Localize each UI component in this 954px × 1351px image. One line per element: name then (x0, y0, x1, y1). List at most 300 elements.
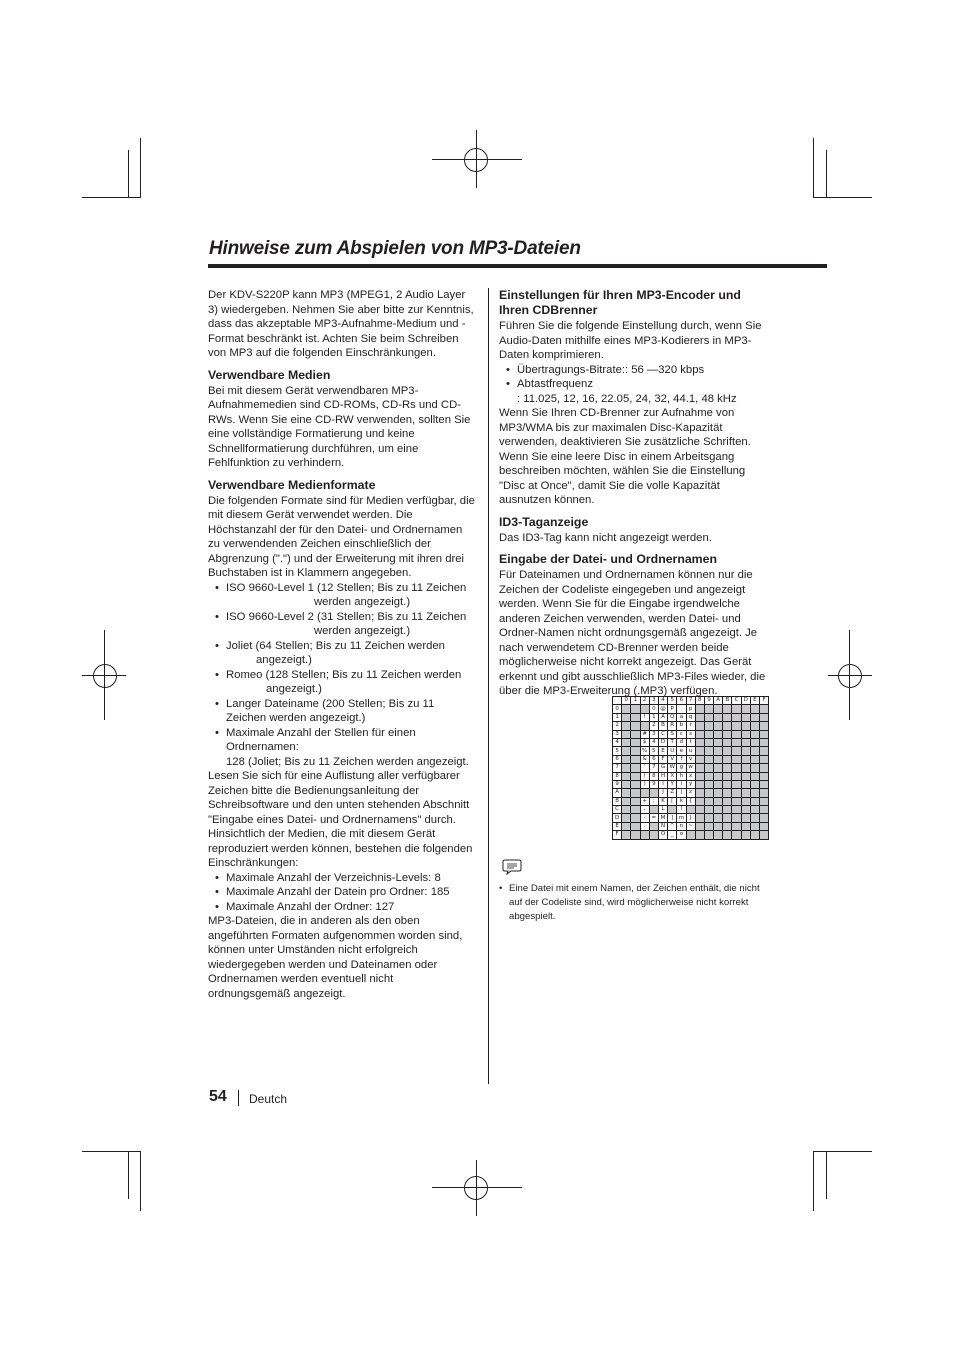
table-cell: j (677, 789, 686, 797)
table-cell: 2 (649, 722, 658, 730)
page-number: 54 (209, 1088, 227, 1105)
table-cell (750, 764, 759, 772)
table-cell (704, 764, 713, 772)
registration-mark-icon (93, 664, 117, 688)
table-cell: M (658, 814, 667, 822)
table-cell (631, 789, 640, 797)
table-cell (760, 831, 769, 839)
table-cell: E (613, 822, 622, 830)
table-cell (631, 780, 640, 788)
table-cell (750, 806, 759, 814)
table-cell: g (677, 764, 686, 772)
table-cell (714, 814, 723, 822)
table-cell: m (678, 814, 685, 821)
table-cell (704, 755, 713, 763)
encoder-heading: Einstellungen für Ihren MP3-Encoder und Ihren CDBrenner (499, 288, 741, 317)
table-cell: ! (640, 713, 649, 721)
table-cell (622, 831, 631, 839)
table-cell (695, 713, 704, 721)
table-header-cell: B (723, 697, 732, 705)
list-item: • Maximale Anzahl der Verzeichnis-Levels: 8 (208, 871, 476, 886)
table-cell: w (686, 764, 695, 772)
table-cell (714, 806, 723, 814)
table-cell (723, 789, 732, 797)
table-cell (622, 747, 631, 755)
table-header-cell: 4 (658, 697, 667, 705)
table-cell (732, 831, 741, 839)
table-cell (649, 831, 658, 839)
table-cell (732, 780, 741, 788)
table-cell (714, 822, 723, 830)
table-cell: P (668, 705, 677, 713)
table-cell (741, 722, 750, 730)
table-cell: R (668, 722, 677, 730)
table-cell: l (677, 806, 686, 814)
table-cell (714, 780, 723, 788)
table-cell (704, 722, 713, 730)
table-cell (695, 722, 704, 730)
table-cell (631, 814, 640, 822)
table-cell (640, 789, 649, 797)
table-cell (695, 730, 704, 738)
right-column (499, 288, 774, 699)
table-cell: $ (640, 738, 649, 746)
table-cell: O (658, 831, 667, 839)
table-cell: f (677, 755, 686, 763)
table-cell (750, 831, 759, 839)
table-cell (649, 789, 658, 797)
table-cell: e (677, 747, 686, 755)
table-cell: ^ (668, 822, 677, 830)
table-cell (631, 822, 640, 830)
registration-line (828, 675, 872, 676)
table-cell (704, 789, 713, 797)
table-cell (622, 755, 631, 763)
table-cell (714, 797, 723, 805)
table-cell: + (640, 797, 649, 805)
registration-line (476, 130, 477, 188)
table-cell: B (658, 722, 667, 730)
table-row (613, 806, 769, 814)
table-header-cell (613, 697, 622, 705)
crop-mark (826, 150, 827, 198)
table-cell (714, 713, 723, 721)
table-cell: E (658, 747, 667, 755)
table-cell (704, 814, 713, 822)
table-cell (750, 705, 759, 713)
table-cell (631, 764, 640, 772)
table-cell (714, 705, 723, 713)
crop-mark (813, 197, 872, 198)
table-cell: D (613, 814, 622, 822)
table-cell (686, 831, 695, 839)
table-cell (760, 705, 769, 713)
crop-mark (140, 1151, 141, 1211)
table-cell (695, 705, 704, 713)
table-cell: ( (640, 772, 649, 780)
left-column (208, 288, 476, 1001)
list-item: • Romeo (128 Stellen; Bis zu 11 Zeichen werden angezeigt.) (208, 668, 476, 697)
table-cell (741, 764, 750, 772)
table-cell (714, 764, 723, 772)
list-item: • ISO 9660-Level 1 (12 Stellen; Bis zu 11 Zeichen werden angezeigt.) (208, 581, 476, 610)
footer-language: Deutch (249, 1092, 288, 1106)
registration-line (476, 1160, 477, 1216)
table-cell: ; (649, 797, 658, 805)
table-cell: W (669, 764, 675, 771)
table-cell (622, 780, 631, 788)
table-cell (622, 806, 631, 814)
table-cell: 9 (613, 780, 622, 788)
table-cell: 4 (613, 738, 622, 746)
encoder-list (499, 363, 774, 392)
table-cell: b (677, 722, 686, 730)
table-cell (714, 772, 723, 780)
table-header-cell: 2 (640, 697, 649, 705)
table-cell: o (677, 831, 686, 839)
list-item: • Langer Dateiname (200 Stellen; Bis zu 11 Zeichen werden angezeigt.) (208, 697, 476, 726)
table-cell: , (640, 806, 649, 814)
table-cell: z (686, 789, 695, 797)
table-cell: ) (640, 780, 649, 788)
frequency-values: : 11.025, 12, 16, 22.05, 24, 32, 44.1, 48 kHz (517, 392, 737, 405)
table-cell (723, 831, 732, 839)
table-cell: Z (668, 789, 677, 797)
table-cell (750, 747, 759, 755)
table-cell: X (668, 772, 677, 780)
table-cell: 8 (649, 772, 658, 780)
table-cell (741, 797, 750, 805)
crop-mark (826, 1151, 827, 1199)
table-cell (622, 797, 631, 805)
table-cell (741, 747, 750, 755)
table-cell (760, 722, 769, 730)
table-cell (622, 772, 631, 780)
table-cell (695, 831, 704, 839)
table-cell (631, 831, 640, 839)
crop-mark (813, 1151, 814, 1211)
table-header-cell: 3 (649, 697, 658, 705)
list-item: • ISO 9660-Level 2 (31 Stellen; Bis zu 11 Zeichen werden angezeigt.) (208, 610, 476, 639)
table-cell: 1 (649, 713, 658, 721)
closing-paragraph: MP3-Dateien, die in anderen als den oben angeführten Formaten aufgenommen worden sind, können unter Umständen nicht erfolgreich wiedergegeben werden und Dateinamen oder Ordnernamen werden eventuell nicht ordnungsgemäß angezeigt. (208, 915, 463, 1000)
list-item: • Joliet (64 Stellen; Bis zu 11 Zeichen werden angezeigt.) (208, 639, 476, 668)
table-cell (677, 705, 686, 713)
table-cell (750, 780, 759, 788)
encoder-paragraph: Führen Sie die folgende Einstellung durch, wenn Sie Audio-Daten mithilfe eines MP3-Kodierers in MP3-Daten komprimieren. (499, 320, 762, 361)
table-cell (631, 713, 640, 721)
table-row (613, 772, 769, 780)
table-cell: G (658, 764, 667, 772)
table-cell: i (677, 780, 686, 788)
character-code-table (612, 696, 769, 840)
registration-line (432, 1187, 522, 1188)
table-cell (732, 705, 741, 713)
table-cell: c (677, 730, 686, 738)
table-cell (741, 822, 750, 830)
table-cell: [ (668, 797, 677, 805)
limits-list (208, 871, 476, 915)
table-cell (741, 814, 750, 822)
table-cell (704, 780, 713, 788)
further-paragraph: Lesen Sie sich für eine Auflistung aller verfügbarer Zeichen bitte die Bedienungsanleitung der Schreibsoftware und den unten stehenden Abschnitt "Eingabe eines Datei- und Ordnernamens" durch. Hinsichtlich der Medien, die mit diesem Gerät reproduziert werden können, bestehen die folgenden Einschränkungen: (208, 770, 473, 869)
table-cell: B (613, 797, 622, 805)
table-cell (704, 831, 713, 839)
table-cell (741, 713, 750, 721)
table-cell (732, 772, 741, 780)
table-cell: u (686, 747, 695, 755)
names-heading: Eingabe der Datei- und Ordnernamen (499, 552, 717, 566)
table-row (613, 831, 769, 839)
table-cell: - (640, 814, 649, 822)
table-cell: C (613, 806, 622, 814)
table-cell (723, 755, 732, 763)
table-cell (723, 705, 732, 713)
table-cell: C (658, 730, 667, 738)
table-cell (704, 738, 713, 746)
table-header-cell: 6 (677, 697, 686, 705)
formats-heading: Verwendbare Medienformate (208, 477, 376, 492)
table-cell (631, 772, 640, 780)
table-cell: 0 (613, 705, 622, 713)
table-cell: L (658, 806, 667, 814)
table-cell: Q (668, 713, 677, 721)
table-cell (695, 814, 704, 822)
table-cell (750, 789, 759, 797)
table-cell (704, 797, 713, 805)
table-header-cell: 8 (695, 697, 704, 705)
table-cell (714, 747, 723, 755)
table-cell (732, 814, 741, 822)
table-cell: K (658, 797, 667, 805)
table-cell (760, 772, 769, 780)
table-cell: . (640, 822, 649, 830)
table-cell (750, 797, 759, 805)
table-cell (741, 806, 750, 814)
table-row (613, 713, 769, 721)
table-cell (631, 747, 640, 755)
table-cell (741, 705, 750, 713)
table-cell (622, 730, 631, 738)
formats-paragraph: Die folgenden Formate sind für Medien verfügbar, die mit diesem Gerät verwendet werden. Die Höchstanzahl der für den Datei- und Ordnernamen zu verwendenden Zeichen einschließlich der Abgrenzung (".") und der Erweiterung mit ihren drei Buchstaben ist in Klammern angegeben. (208, 494, 475, 579)
intro-paragraph: Der KDV-S220P kann MP3 (MPEG1, 2 Audio Layer 3) wiedergeben. Nehmen Sie aber bitte zur Kenntnis, dass das akzeptable MP3-Aufnahme-Medium und -Format beschränkt ist. Achten Sie beim Schreiben von MP3 auf die folgenden Einschränkungen. (208, 289, 474, 359)
table-cell: v (686, 755, 695, 763)
footer-separator (238, 1090, 239, 1106)
table-cell: H (658, 772, 667, 780)
title-rule (208, 264, 827, 268)
table-cell (695, 797, 704, 805)
table-cell (704, 806, 713, 814)
table-cell (714, 789, 723, 797)
burner-paragraph: Wenn Sie Ihren CD-Brenner zur Aufnahme von MP3/WMA bis zur maximalen Disc-Kapazität verwenden, deaktivieren Sie zusätzliche Schriften. Wenn Sie eine leere Disc in einem Arbeitsgang beschreiben möchten, wählen Sie die Einstellung "Disc at Once", damit Sie die volle Kapazität ausnutzen können. (499, 407, 751, 506)
table-cell (732, 730, 741, 738)
table-cell (760, 755, 769, 763)
table-cell (695, 780, 704, 788)
table-cell: k (677, 797, 686, 805)
table-cell (741, 755, 750, 763)
table-cell: S (668, 730, 677, 738)
table-header-cell: F (760, 697, 769, 705)
table-header-cell: C (732, 697, 741, 705)
table-cell: ~ (686, 822, 695, 830)
table-cell (622, 722, 631, 730)
table-cell: = (649, 814, 658, 822)
table-cell: # (640, 730, 649, 738)
id3-heading: ID3-Taganzeige (499, 514, 589, 529)
table-cell (631, 738, 640, 746)
table-cell (741, 772, 750, 780)
table-cell: 0 (649, 705, 658, 713)
table-row (613, 722, 769, 730)
table-cell: q (686, 713, 695, 721)
table-cell (741, 831, 750, 839)
table-cell (760, 822, 769, 830)
table-cell (622, 705, 631, 713)
table-cell: D (658, 738, 667, 746)
note (499, 882, 769, 924)
table-cell (760, 747, 769, 755)
table-cell (750, 722, 759, 730)
registration-line (432, 159, 522, 160)
table-cell: J (658, 789, 667, 797)
table-cell (732, 806, 741, 814)
table-cell (704, 822, 713, 830)
table-cell (750, 713, 759, 721)
table-cell (723, 806, 732, 814)
crop-mark (82, 197, 141, 198)
table-row (613, 780, 769, 788)
table-cell (723, 722, 732, 730)
table-cell (732, 789, 741, 797)
table-cell: 8 (613, 772, 622, 780)
table-cell (714, 722, 723, 730)
table-cell (750, 814, 759, 822)
column-divider (488, 288, 489, 1084)
crop-mark (128, 1151, 129, 1199)
table-cell: _ (668, 831, 677, 839)
list-item: • Maximale Anzahl der Stellen für einen Ordnernamen: 128 (Joliet; Bis zu 11 Zeichen werden angezeigt. (208, 726, 476, 770)
crop-mark (813, 138, 814, 198)
table-cell (714, 755, 723, 763)
table-cell: T (668, 738, 677, 746)
table-cell: y (686, 780, 695, 788)
table-cell (723, 730, 732, 738)
table-cell: 3 (649, 730, 658, 738)
table-cell (760, 780, 769, 788)
table-cell: { (686, 797, 695, 805)
table-cell (714, 730, 723, 738)
table-cell (732, 797, 741, 805)
table-cell (695, 738, 704, 746)
table-cell (714, 738, 723, 746)
table-cell: F (613, 831, 622, 839)
table-cell: 7 (649, 764, 658, 772)
note-text: • Eine Datei mit einem Namen, der Zeichen enthält, die nicht auf der Codeliste sind, wird möglicherweise nicht korrekt abgespielt. (499, 882, 769, 924)
table-cell (723, 822, 732, 830)
table-cell: ] (668, 814, 677, 822)
table-cell (695, 772, 704, 780)
table-cell (732, 822, 741, 830)
table-cell (760, 764, 769, 772)
list-item: • Übertragungs-Bitrate:: 56 —320 kbps (499, 363, 774, 378)
list-item: • Abtastfrequenz (499, 377, 774, 392)
table-cell (760, 738, 769, 746)
table-cell (695, 764, 704, 772)
table-cell: A (658, 713, 667, 721)
table-cell (732, 713, 741, 721)
list-item: • Maximale Anzahl der Ordner: 127 (208, 900, 476, 915)
table-header-cell: A (714, 697, 723, 705)
table-header-cell: 7 (686, 697, 695, 705)
table-header-cell: 0 (622, 697, 631, 705)
table-cell: 2 (613, 722, 622, 730)
table-cell (741, 780, 750, 788)
registration-line (849, 630, 850, 720)
table-cell (760, 713, 769, 721)
crop-mark (140, 138, 141, 198)
table-cell (750, 772, 759, 780)
table-row (613, 747, 769, 755)
table-cell: 7 (613, 764, 622, 772)
table-cell (741, 738, 750, 746)
id3-paragraph: Das ID3-Tag kann nicht angezeigt werden. (499, 531, 712, 544)
table-cell (732, 738, 741, 746)
table-cell (631, 722, 640, 730)
table-row (613, 764, 769, 772)
table-row (613, 797, 769, 805)
table-cell: } (686, 814, 695, 822)
table-cell (704, 705, 713, 713)
format-list (208, 581, 476, 770)
page-title: Hinweise zum Abspielen von MP3-Dateien (209, 238, 581, 259)
table-cell: I (658, 780, 667, 788)
table-cell (760, 730, 769, 738)
table-cell (704, 713, 713, 721)
table-cell (695, 747, 704, 755)
table-cell (750, 730, 759, 738)
table-cell (640, 831, 649, 839)
table-cell (631, 806, 640, 814)
table-cell: r (686, 722, 695, 730)
crop-mark (82, 1151, 141, 1152)
table-cell (723, 713, 732, 721)
table-cell (668, 806, 677, 814)
list-item: • Maximale Anzahl der Datein pro Ordner: 185 (208, 885, 476, 900)
table-cell: U (668, 747, 677, 755)
registration-line (104, 630, 105, 720)
media-heading: Verwendbare Medien (208, 367, 331, 382)
table-cell (750, 755, 759, 763)
table-header-cell: 1 (631, 697, 640, 705)
table-cell (631, 755, 640, 763)
table-header-cell: D (741, 697, 750, 705)
table-cell: d (677, 738, 686, 746)
table-cell (622, 764, 631, 772)
media-paragraph: Bei mit diesem Gerät verwendbaren MP3-Aufnahmemedien sind CD-ROMs, CD-Rs und CD-RWs. Wenn Sie eine CD-RW verwenden, sollten Sie eine vollständige Formatierung und keine Schnellformatierung durchführen, um eine Fehlfunktion zu verhindern. (208, 384, 471, 469)
table-cell: n (677, 822, 686, 830)
table-cell (622, 789, 631, 797)
table-row (613, 730, 769, 738)
table-cell (723, 797, 732, 805)
table-cell (760, 797, 769, 805)
table-cell (732, 747, 741, 755)
table-row (613, 755, 769, 763)
table-header-cell: 9 (704, 697, 713, 705)
table-cell: 3 (613, 730, 622, 738)
table-cell (695, 806, 704, 814)
table-cell (760, 789, 769, 797)
table-cell (750, 738, 759, 746)
